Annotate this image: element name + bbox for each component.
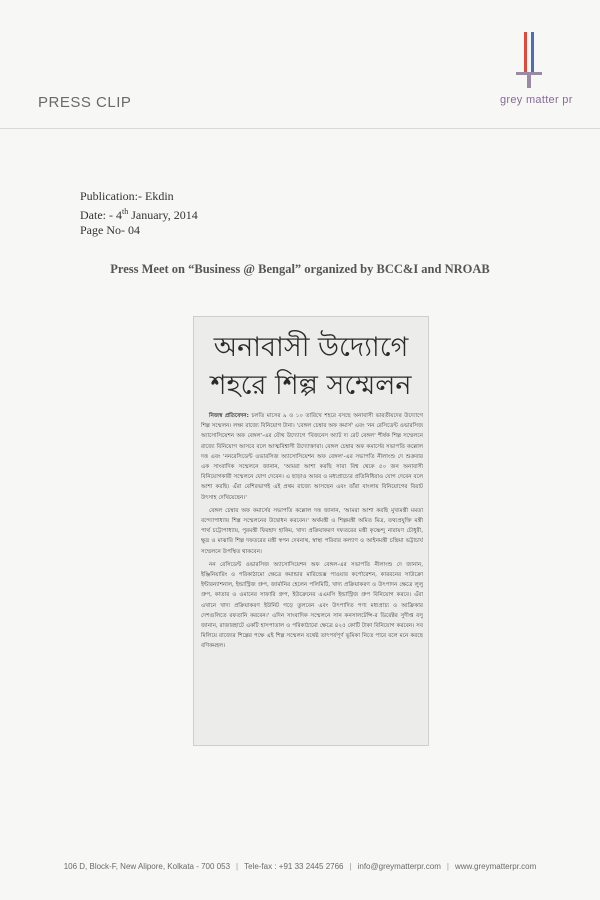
date-prefix: Date: - 4 bbox=[80, 208, 122, 222]
footer-website[interactable]: www.greymatterpr.com bbox=[454, 862, 537, 871]
clipping-paragraph-1-text: চলতি মাসের ৯ ও ১০ তারিখে শহরে বসছে অনাবাসী ভারতীয়দের উদ্যোগে শিল্প সম্মেলন। লক্ষ্য রাজ্যে বিনিয়োগ টানা। 'বেঙ্গল চেম্বার অফ কমার্স' এবং 'নন রেসিডেন্ট ওভারসিজ অ্যাসোসিয়েশন অফ বেঙ্গল'-এর যৌথ উদ্যোগে 'বিজনেস অ্যাট দ্য রেট বেঙ্গল' শীর্ষক শিল্প সম্মেলনে রাজ্যে বিনিয়োগ আসবে বলে আত্মবিশ্বাসী উদ্যোক্তারা। বেঙ্গল চেম্বার অফ কমার্সের সভাপতি কল্লোল দত্ত এবং 'ননরেসিডেন্ট ওভারসিজ অ্যাসোসিয়েশন অফ বেঙ্গল'-এর সভাপতি নীলাংশু দে শুক্রবার এক সাংবাদিক সম্মেলনে জানান, 'আমরা আশা করছি সারা বিশ্ব থেকে ৫০ জন অনাবাসী বিনিয়োগকারী সম্মেলনে যোগ দেবেন। এ ছাড়াও আরব ও মধ্যপ্রাচ্যের প্রতিনিধিরাও যোগ দেবেন বলে আশা করছি। এঁরা বেশিরভাগই এই প্রথম রাজ্যে আসছেন এবং তাঁরা বাংলায় বিনিয়োগের বিরাট উৎসাহ দেখিয়েছেন।' bbox=[201, 413, 423, 501]
clipping-byline: নিজস্ব প্রতিবেদন: bbox=[209, 413, 249, 419]
header-divider bbox=[0, 128, 600, 129]
publication-meta bbox=[80, 189, 198, 238]
publication-line: Publication:- Ekdin bbox=[80, 189, 174, 203]
clipping-headline-line2: শহরে শিল্প সম্মেলন bbox=[210, 370, 412, 401]
footer-separator: | bbox=[349, 862, 352, 871]
clipping-paragraph-1 bbox=[201, 411, 423, 503]
footer-email[interactable]: info@greymatterpr.com bbox=[357, 862, 441, 871]
footer-separator: | bbox=[236, 862, 239, 871]
clipping-headline-line1: অনাবাসী উদ্যোগে bbox=[213, 332, 409, 363]
footer-phone: Tele-fax : +91 33 2445 2766 bbox=[244, 862, 344, 871]
footer-address: 106 D, Block-F, New Alipore, Kolkata - 700 053 bbox=[63, 862, 231, 871]
footer-separator: | bbox=[446, 862, 449, 871]
press-clip-label: PRESS CLIP bbox=[38, 94, 132, 111]
footer-contact bbox=[0, 862, 600, 871]
clipping-body bbox=[201, 411, 423, 741]
date-line bbox=[80, 204, 198, 223]
clipping-paragraph-3: নন রেসিডেন্ট ওভারসিজ অ্যাসোসিয়েশন অফ বেঙ্গল-এর সভাপতি নীলাংশু দে জানান, ইঞ্জিনিয়ারিং ও পরিকাঠামো ক্ষেত্রে কমান্ডার মারিন্ডেক্স পাওয়ার কর্পোরেশন, কারবনের সাউক্রো ইন্টারন্যাশনাল, ইন্ডাস্ট্রিজ গ্রুপ, জার্মানির হেলেন পলিমিটি, খাদ্য প্রক্রিয়াকরণ ও উৎপাদন ক্ষেত্রে লুলু গ্রুপ, কাতার ও ওমানের সাফারি গ্রুপ, ইউক্রেনের এএমসি ইন্ডাস্ট্রিজ গ্রুপ বিনিয়োগ করবে। এঁরা এখানে খাদ্য প্রক্রিয়াকরণ ইউনিট গড়ে তুলবেন এবং উৎপাদিত পণ্য মধ্যপ্রাচ্য ও আফ্রিকার দেশগুলিতে রফতানি করবেন।' এদিন সাংবাদিক সম্মেলনে সান কনসালটেন্সি-র ডিরেক্টর সুদীপ্ত বসু জানান, রাজারহাটে একটি হাসপাতাল ও পরিকাঠামো ক্ষেত্রে ৪২৫ কোটি টাকা বিনিয়োগ করবেন। সব মিলিয়ে রাজ্যের শিল্পের পক্ষে এই শিল্প সম্মেলন যথেষ্ট তাৎপর্যপূর্ণ ভূমিকা নিতে পারে বলে মনে করছে বণিকমহল। bbox=[201, 561, 423, 650]
date-ordinal: th bbox=[121, 207, 129, 216]
clipping-paragraph-2: বেঙ্গল চেম্বার অফ কমার্সের সভাপতি কল্লোল দত্ত জানান, 'আমরা আশা করছি মুখ্যমন্ত্রী মমতা বন্দ্যোপাধ্যায় শিল্প সম্মেলনের উদ্বোধন করবেন।' অর্থমন্ত্রী ও শিল্পমন্ত্রী অমিত মিত্র, তথ্যপ্রযুক্তি মন্ত্রী পার্থ চট্টোপাধ্যায়, পুরমন্ত্রী ফিরহাদ হাকিম, খাদ্য প্রক্রিয়াকরণ দফতরের মন্ত্রী কৃষ্ণেন্দু নারায়ণ চৌধুরী, ক্ষুদ্র ও মাঝারি শিল্প দফতরের মন্ত্রী স্বপন দেবনাথ, স্বাস্থ্য পরিবার কল্যাণ ও আইনমন্ত্রী চন্দ্রিমা ভট্টাচার্য সম্মেলনে উপস্থিত থাকবেন। bbox=[201, 507, 423, 555]
clip-title: Press Meet on “Business @ Bengal” organized by BCC&I and NROAB bbox=[110, 262, 490, 276]
date-suffix: January, 2014 bbox=[128, 208, 198, 222]
logo-mark-icon bbox=[514, 30, 546, 90]
grey-matter-logo bbox=[500, 30, 590, 120]
logo-text: grey matter pr bbox=[500, 94, 573, 106]
newspaper-clipping bbox=[193, 316, 429, 746]
page-line: Page No- 04 bbox=[80, 223, 140, 237]
